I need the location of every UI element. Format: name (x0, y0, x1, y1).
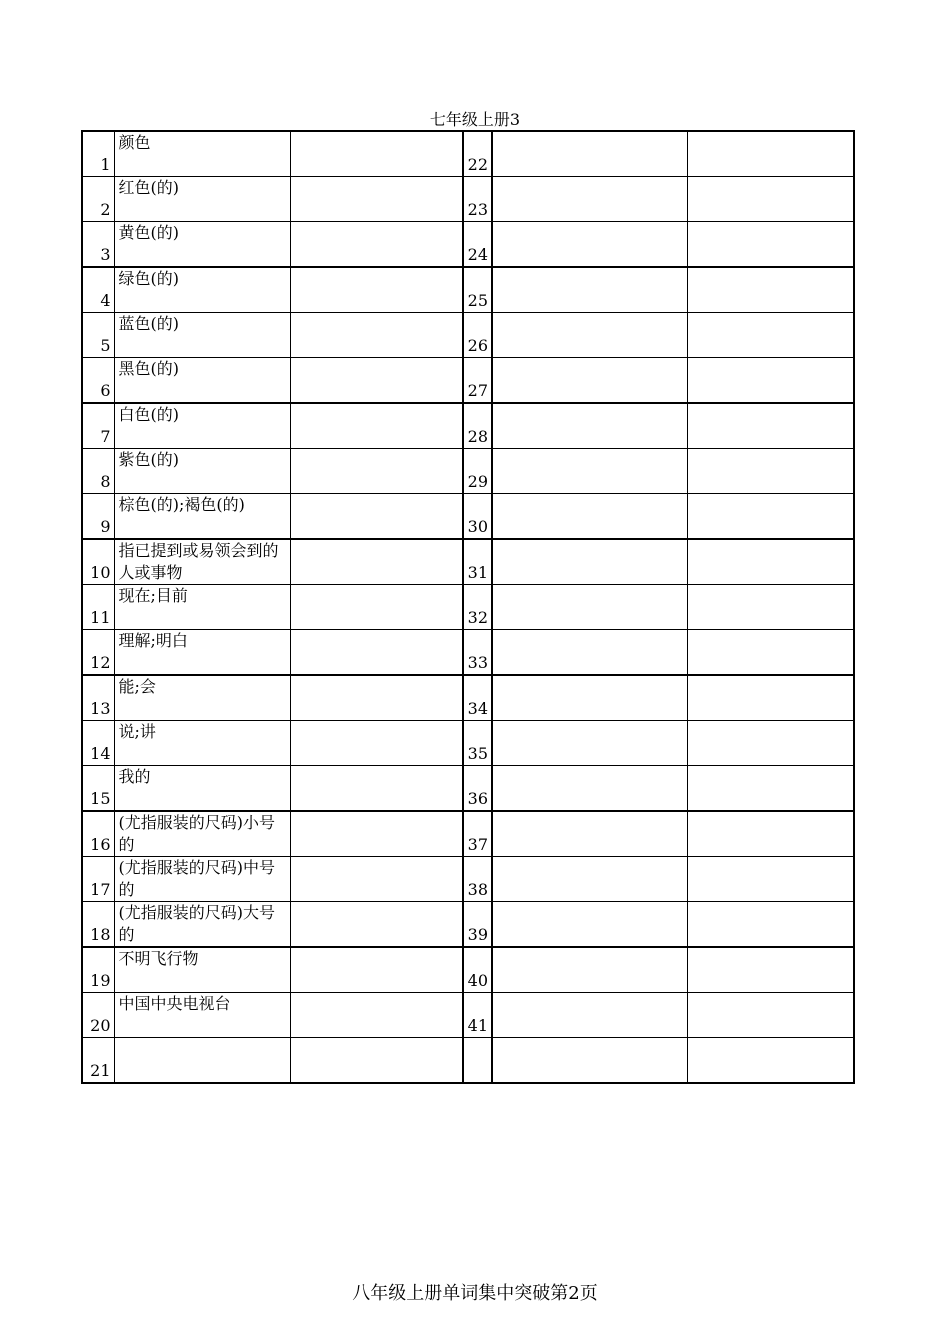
answer-cell[interactable] (290, 857, 463, 902)
word-cell-right[interactable] (492, 177, 687, 222)
chinese-word (114, 1038, 290, 1084)
answer-cell-right[interactable] (687, 993, 854, 1038)
word-cell-right[interactable] (492, 902, 687, 948)
table-row (82, 403, 854, 449)
answer-cell-right[interactable] (687, 721, 854, 766)
table-row (82, 630, 854, 676)
answer-cell[interactable] (290, 358, 463, 404)
row-number-right: 31 (463, 539, 492, 585)
answer-cell[interactable] (290, 630, 463, 676)
answer-cell-right[interactable] (687, 403, 854, 449)
row-number-right: 32 (463, 585, 492, 630)
answer-cell-right[interactable] (687, 358, 854, 404)
table-row (82, 766, 854, 812)
row-number: 10 (82, 539, 114, 585)
row-number-right: 37 (463, 811, 492, 857)
word-cell-right[interactable] (492, 267, 687, 313)
row-number-right: 22 (463, 131, 492, 177)
answer-cell[interactable] (290, 539, 463, 585)
row-number-right: 33 (463, 630, 492, 676)
table-row (82, 358, 854, 404)
chinese-word: 能;会 (114, 675, 290, 721)
table-row (82, 449, 854, 494)
row-number: 12 (82, 630, 114, 676)
row-number-right: 38 (463, 857, 492, 902)
chinese-word: 棕色(的);褐色(的) (114, 494, 290, 540)
table-row (82, 857, 854, 902)
chinese-word: 黑色(的) (114, 358, 290, 404)
row-number: 16 (82, 811, 114, 857)
row-number: 11 (82, 585, 114, 630)
answer-cell[interactable] (290, 313, 463, 358)
answer-cell-right[interactable] (687, 766, 854, 812)
row-number-right: 28 (463, 403, 492, 449)
answer-cell-right[interactable] (687, 857, 854, 902)
answer-cell[interactable] (290, 131, 463, 177)
chinese-word: 白色(的) (114, 403, 290, 449)
table-row (82, 1038, 854, 1084)
answer-cell-right[interactable] (687, 494, 854, 540)
answer-cell-right[interactable] (687, 630, 854, 676)
row-number: 20 (82, 993, 114, 1038)
answer-cell[interactable] (290, 902, 463, 948)
table-row (82, 993, 854, 1038)
word-cell-right[interactable] (492, 449, 687, 494)
answer-cell[interactable] (290, 585, 463, 630)
chinese-word: 指已提到或易领会到的人或事物 (114, 539, 290, 585)
answer-cell[interactable] (290, 947, 463, 993)
answer-cell[interactable] (290, 177, 463, 222)
row-number-right: 30 (463, 494, 492, 540)
answer-cell-right[interactable] (687, 947, 854, 993)
chinese-word: 颜色 (114, 131, 290, 177)
chinese-word: 紫色(的) (114, 449, 290, 494)
vocabulary-table-body (82, 131, 854, 1083)
answer-cell-right[interactable] (687, 267, 854, 313)
word-cell-right[interactable] (492, 811, 687, 857)
answer-cell[interactable] (290, 1038, 463, 1084)
row-number: 13 (82, 675, 114, 721)
row-number-right: 40 (463, 947, 492, 993)
answer-cell[interactable] (290, 403, 463, 449)
row-number-right: 36 (463, 766, 492, 812)
table-row (82, 494, 854, 540)
row-number-right: 27 (463, 358, 492, 404)
row-number-right: 39 (463, 902, 492, 948)
row-number: 19 (82, 947, 114, 993)
row-number: 8 (82, 449, 114, 494)
word-cell-right[interactable] (492, 313, 687, 358)
answer-cell[interactable] (290, 675, 463, 721)
row-number: 7 (82, 403, 114, 449)
row-number: 14 (82, 721, 114, 766)
word-cell-right[interactable] (492, 131, 687, 177)
row-number-right: 23 (463, 177, 492, 222)
answer-cell[interactable] (290, 993, 463, 1038)
table-row (82, 675, 854, 721)
table-row (82, 721, 854, 766)
word-cell-right[interactable] (492, 675, 687, 721)
chinese-word: (尤指服装的尺码)大号的 (114, 902, 290, 948)
chinese-word: 黄色(的) (114, 222, 290, 268)
row-number: 17 (82, 857, 114, 902)
table-row (82, 585, 854, 630)
row-number-right (463, 1038, 492, 1084)
word-cell-right[interactable] (492, 403, 687, 449)
answer-cell-right[interactable] (687, 1038, 854, 1084)
row-number: 6 (82, 358, 114, 404)
chinese-word: 说;讲 (114, 721, 290, 766)
word-cell-right[interactable] (492, 1038, 687, 1084)
word-cell-right[interactable] (492, 721, 687, 766)
row-number-right: 25 (463, 267, 492, 313)
answer-cell[interactable] (290, 811, 463, 857)
answer-cell[interactable] (290, 494, 463, 540)
word-cell-right[interactable] (492, 494, 687, 540)
row-number-right: 24 (463, 222, 492, 268)
answer-cell-right[interactable] (687, 449, 854, 494)
word-cell-right[interactable] (492, 539, 687, 585)
word-cell-right[interactable] (492, 766, 687, 812)
answer-cell-right[interactable] (687, 675, 854, 721)
table-row (82, 313, 854, 358)
row-number: 21 (82, 1038, 114, 1084)
chinese-word: 我的 (114, 766, 290, 812)
word-cell-right[interactable] (492, 222, 687, 268)
answer-cell-right[interactable] (687, 222, 854, 268)
row-number: 2 (82, 177, 114, 222)
chinese-word: 红色(的) (114, 177, 290, 222)
row-number: 18 (82, 902, 114, 948)
answer-cell[interactable] (290, 222, 463, 268)
word-cell-right[interactable] (492, 993, 687, 1038)
answer-cell-right[interactable] (687, 313, 854, 358)
row-number-right: 34 (463, 675, 492, 721)
table-row (82, 947, 854, 993)
answer-cell[interactable] (290, 449, 463, 494)
word-cell-right[interactable] (492, 630, 687, 676)
row-number-right: 41 (463, 993, 492, 1038)
answer-cell-right[interactable] (687, 811, 854, 857)
row-number: 4 (82, 267, 114, 313)
answer-cell-right[interactable] (687, 585, 854, 630)
chinese-word: 蓝色(的) (114, 313, 290, 358)
row-number: 15 (82, 766, 114, 812)
answer-cell[interactable] (290, 267, 463, 313)
answer-cell[interactable] (290, 721, 463, 766)
table-row (82, 222, 854, 268)
table-row (82, 902, 854, 948)
answer-cell-right[interactable] (687, 902, 854, 948)
table-row (82, 267, 854, 313)
row-number: 5 (82, 313, 114, 358)
chinese-word: 理解;明白 (114, 630, 290, 676)
chinese-word: 现在;目前 (114, 585, 290, 630)
row-number-right: 26 (463, 313, 492, 358)
row-number: 9 (82, 494, 114, 540)
chinese-word: 绿色(的) (114, 267, 290, 313)
chinese-word: (尤指服装的尺码)中号的 (114, 857, 290, 902)
page-title: 七年级上册3 (429, 110, 521, 129)
chinese-word: (尤指服装的尺码)小号的 (114, 811, 290, 857)
word-cell-right[interactable] (492, 585, 687, 630)
word-cell-right[interactable] (492, 857, 687, 902)
vocabulary-table (81, 130, 855, 1084)
answer-cell-right[interactable] (687, 131, 854, 177)
answer-cell-right[interactable] (687, 177, 854, 222)
row-number-right: 29 (463, 449, 492, 494)
row-number-right: 35 (463, 721, 492, 766)
table-row (82, 539, 854, 585)
table-row (82, 131, 854, 177)
row-number: 3 (82, 222, 114, 268)
table-row (82, 811, 854, 857)
chinese-word: 中国中央电视台 (114, 993, 290, 1038)
answer-cell[interactable] (290, 766, 463, 812)
answer-cell-right[interactable] (687, 539, 854, 585)
page-footer: 八年级上册单词集中突破第2页 (352, 1283, 598, 1304)
word-cell-right[interactable] (492, 947, 687, 993)
chinese-word: 不明飞行物 (114, 947, 290, 993)
row-number: 1 (82, 131, 114, 177)
word-cell-right[interactable] (492, 358, 687, 404)
table-row (82, 177, 854, 222)
